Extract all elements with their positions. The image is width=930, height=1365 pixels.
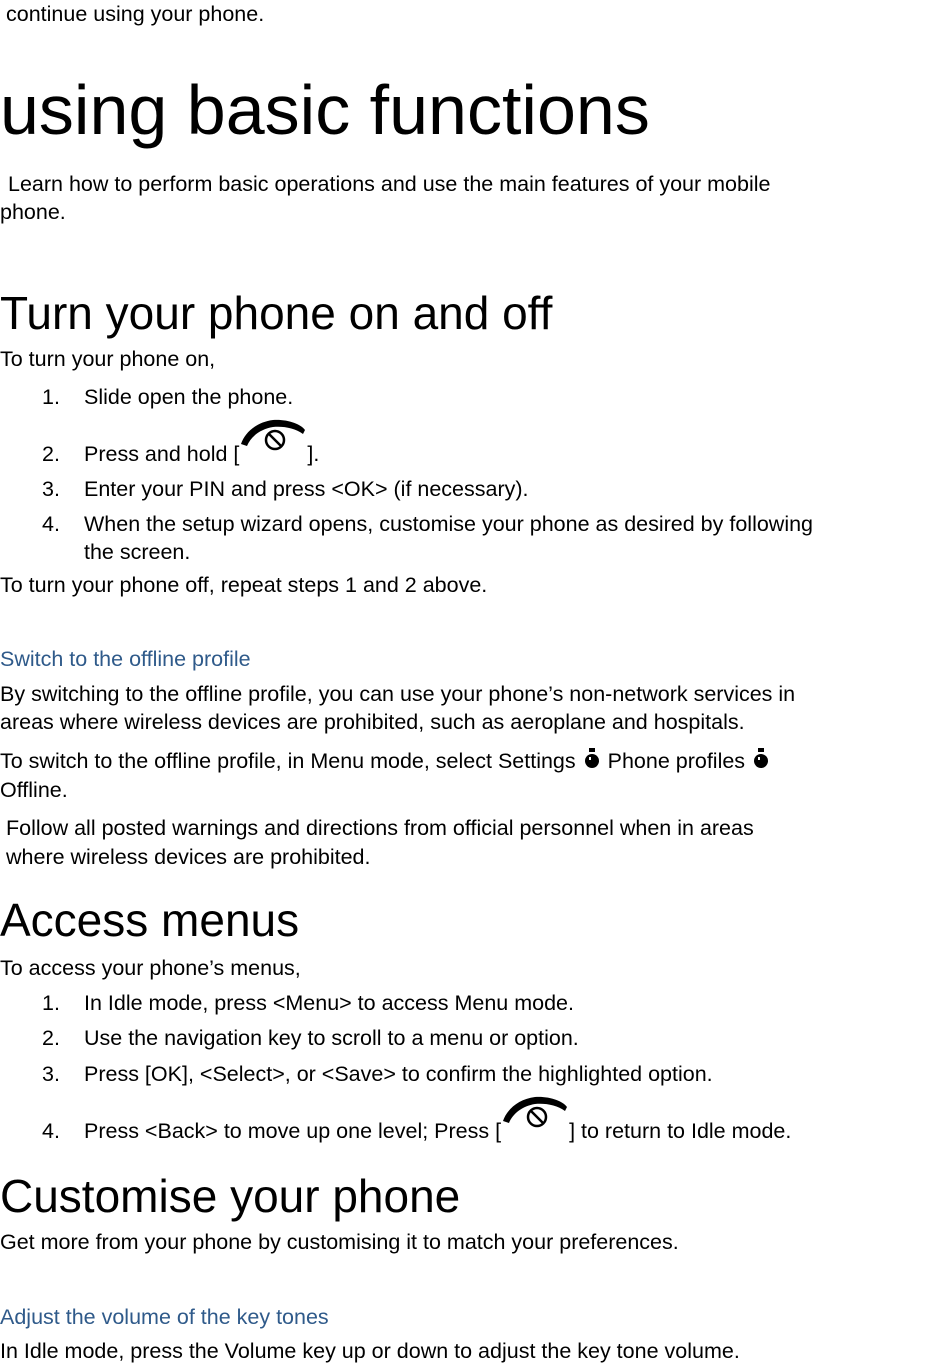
warning-line1: Follow all posted warnings and directions from official personnel when in areas [6, 816, 754, 840]
end-call-key-icon [501, 1091, 569, 1144]
step-text: Enter your PIN and press <OK> (if necessary). [84, 477, 529, 501]
chapter-intro-line2: phone. [0, 200, 66, 224]
step-number: 4. [42, 512, 60, 536]
chapter-title: using basic functions [0, 71, 650, 149]
customise-lead: Get more from your phone by customising it to match your preferences. [0, 1230, 679, 1254]
offline-para2-line1 [0, 747, 771, 777]
menu-arrow-icon [584, 748, 600, 777]
step-text-after: ] to return to Idle mode. [569, 1119, 792, 1143]
section-heading-access-menus: Access menus [0, 894, 300, 946]
step-text-line2: the screen. [84, 540, 191, 564]
step-number: 3. [42, 477, 60, 501]
step-text-before: Press and hold [ [84, 442, 240, 466]
key-tones-text: In Idle mode, press the Volume key up or down to adjust the key tone volume. [0, 1339, 740, 1363]
step-text-line1: When the setup wizard opens, customise your phone as desired by following [84, 512, 814, 536]
offline-para2-part2: Phone profiles [607, 749, 746, 773]
turn-off-text: To turn your phone off, repeat steps 1 and 2 above. [0, 573, 488, 597]
step-1 [42, 383, 294, 411]
offline-para2-line2: Offline. [0, 778, 68, 802]
section-heading-customise: Customise your phone [0, 1170, 461, 1222]
step-text: Slide open the phone. [84, 385, 294, 409]
step-4 [42, 510, 814, 564]
step-text: Use the navigation key to scroll to a menu or option. [84, 1026, 579, 1050]
menu-step-1 [42, 989, 574, 1017]
step-text: Press [OK], <Select>, or <Save> to confirm the highlighted option. [84, 1062, 713, 1086]
warning-line2: where wireless devices are prohibited. [6, 845, 371, 869]
offline-para1-line1: By switching to the offline profile, you can use your phone’s non-network services in [0, 682, 796, 706]
turn-on-lead: To turn your phone on, [0, 347, 216, 371]
section-heading-turn-on-off: Turn your phone on and off [0, 287, 553, 339]
continued-text: continue using your phone. [6, 2, 265, 26]
step-text-after: ]. [307, 442, 320, 466]
menu-arrow-icon [753, 748, 769, 777]
step-3 [42, 475, 529, 503]
offline-para2-part1: To switch to the offline profile, in Menu mode, select Settings [0, 749, 576, 773]
step-text-before: Press <Back> to move up one level; Press [ [84, 1119, 502, 1143]
subheading-offline: Switch to the offline profile [0, 647, 251, 671]
chapter-intro-line1: Learn how to perform basic operations and use the main features of your mobile [8, 172, 771, 196]
menus-lead: To access your phone’s menus, [0, 956, 301, 980]
menu-step-3 [42, 1060, 713, 1088]
subheading-key-tones: Adjust the volume of the key tones [0, 1305, 329, 1329]
step-text [84, 440, 319, 468]
menu-step-2 [42, 1024, 579, 1052]
step-number: 1. [42, 991, 60, 1015]
offline-para1-line2: areas where wireless devices are prohibited, such as aeroplane and hospitals. [0, 710, 745, 734]
step-text: In Idle mode, press <Menu> to access Menu mode. [84, 991, 574, 1015]
step-2 [42, 440, 320, 468]
step-number: 2. [42, 1026, 60, 1050]
step-text [84, 1117, 791, 1145]
step-number: 4. [42, 1119, 60, 1143]
menu-step-4 [42, 1117, 792, 1145]
step-number: 1. [42, 385, 60, 409]
end-call-key-icon [239, 414, 307, 467]
step-number: 3. [42, 1062, 60, 1086]
step-number: 2. [42, 442, 60, 466]
